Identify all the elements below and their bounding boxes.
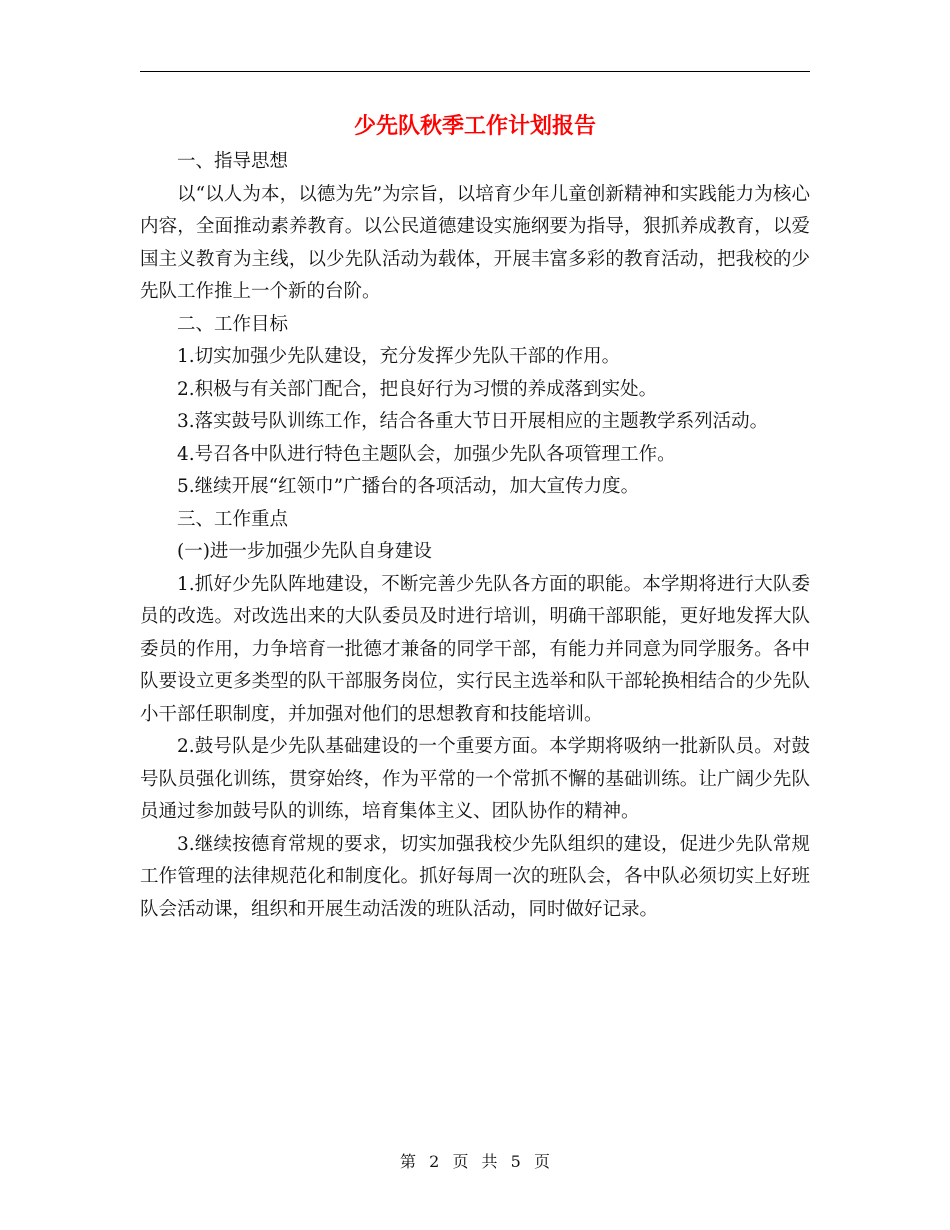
paragraph: 1.抓好少先队阵地建设，不断完善少先队各方面的职能。本学期将进行大队委员的改选。对改选出来的大队委员及时进行培训，明确干部职能，更好地发挥大队委员的作用，力争培育一批德才兼备的同学干部，有能力并同意为同学服务。各中队要设立更多类型的队干部服务岗位，实行民主选举和队干部轮换相结合的少先队小干部任职制度，并加强对他们的思想教育和技能培训。 bbox=[140, 573, 810, 725]
current-page-number: 2 bbox=[429, 1152, 440, 1171]
section-heading: 一、指导思想 bbox=[177, 151, 289, 172]
page-prefix: 第 bbox=[400, 1152, 417, 1171]
total-unit: 页 bbox=[533, 1152, 550, 1171]
total-prefix: 共 bbox=[481, 1152, 498, 1171]
document-body bbox=[140, 146, 810, 926]
paragraph: 2.鼓号队是少先队基础建设的一个重要方面。本学期将吸纳一批新队员。对鼓号队员强化训练，贯穿始终，作为平常的一个常抓不懈的基础训练。让广阔少先队员通过参加鼓号队的训练，培育集体主义、团队协作的精神。 bbox=[140, 736, 810, 822]
page-unit: 页 bbox=[452, 1152, 469, 1171]
list-item: 1.切实加强少先队建设，充分发挥少先队干部的作用。 bbox=[177, 346, 621, 367]
page-footer bbox=[0, 1150, 950, 1174]
section-heading: 三、工作重点 bbox=[177, 508, 289, 530]
paragraph: 3.继续按德育常规的要求，切实加强我校少先队组织的建设，促进少先队常规工作管理的法律规范化和制度化。抓好每周一次的班队会，各中队必须切实上好班队会活动课，组织和开展生动活泼的班队活动，同时做好记录。 bbox=[140, 833, 810, 920]
section-heading: 二、工作目标 bbox=[177, 313, 289, 335]
list-item: 2.积极与有关部门配合，把良好行为习惯的养成落到实处。 bbox=[177, 378, 658, 400]
list-item: 4.号召各中队进行特色主题队会，加强少先队各项管理工作。 bbox=[177, 443, 676, 465]
paragraph: 以“以人为本，以德为先”为宗旨，以培育少年儿童创新精神和实践能力为核心内容，全面推动素养教育。以公民道德建设实施纲要为指导，狠抓养成教育，以爱国主义教育为主线，以少先队活动为载体，开展丰富多彩的教育活动，把我校的少先队工作推上一个新的台阶。 bbox=[140, 183, 810, 302]
subsection-heading: (一)进一步加强少先队自身建设 bbox=[177, 541, 432, 562]
document-title: 少先队秋季工作计划报告 bbox=[353, 113, 596, 139]
total-page-number: 5 bbox=[510, 1152, 521, 1171]
header-rule bbox=[140, 71, 810, 72]
list-item: 3.落实鼓号队训练工作，结合各重大节日开展相应的主题教学系列活动。 bbox=[177, 411, 769, 432]
list-item: 5.继续开展“红领巾”广播台的各项活动，加大宣传力度。 bbox=[177, 476, 640, 497]
